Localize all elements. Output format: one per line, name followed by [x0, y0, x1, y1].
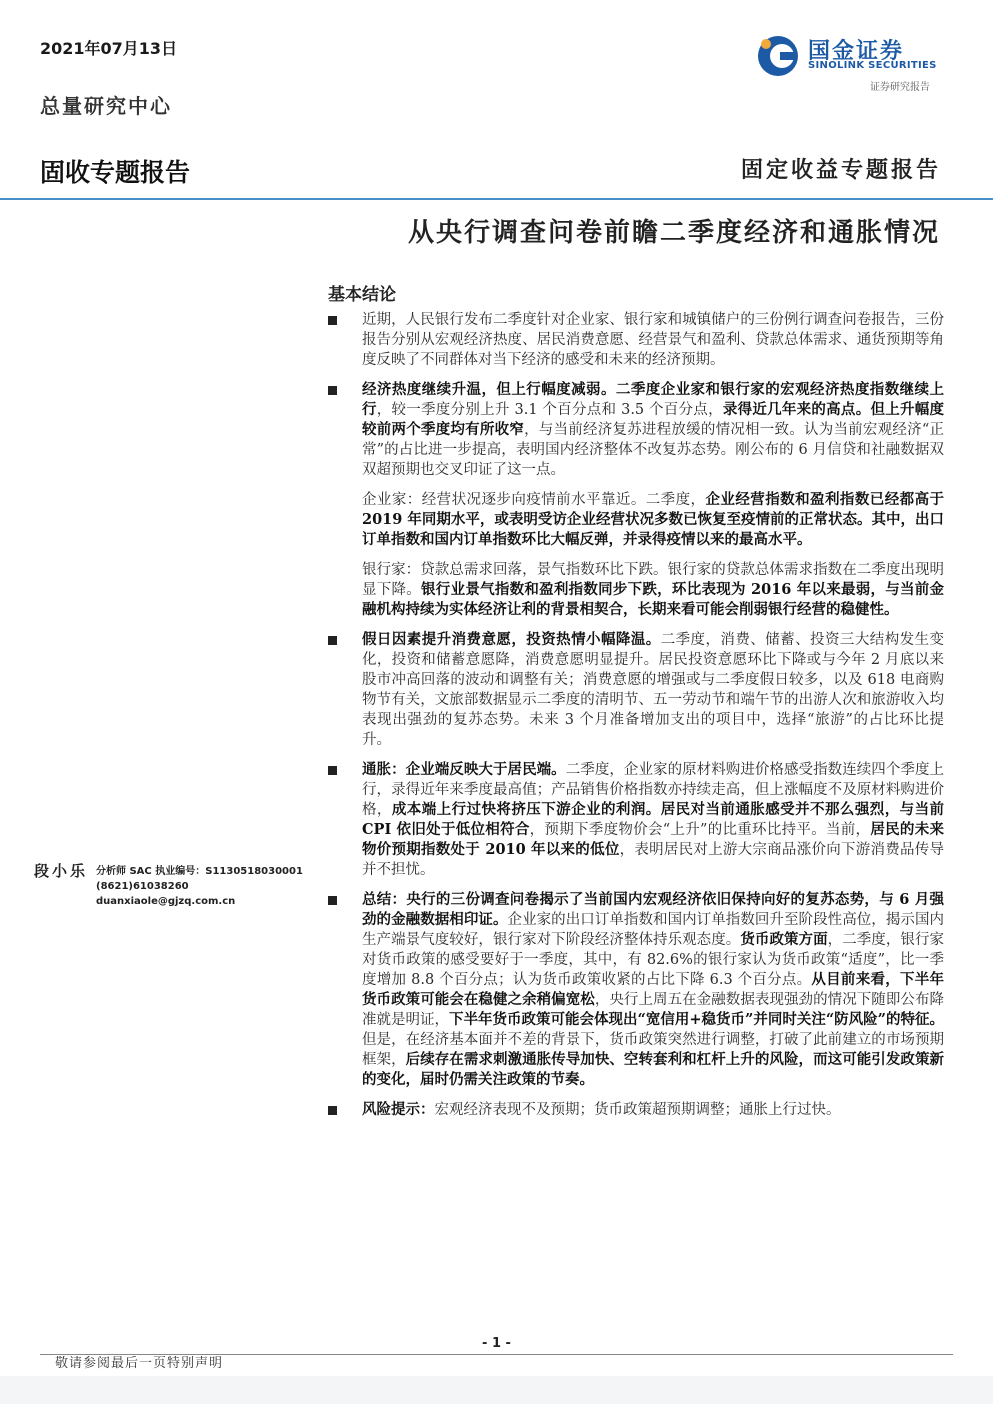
- report-date: 2021年07月13日: [40, 39, 178, 58]
- square-bullet-icon: [328, 896, 337, 905]
- text-span: 二季度，企业家的原材料购进价格感受指数连续四个季度上行，录得近年来季度最高值；产品销售价格指数亦持续走高，但上涨幅度不及原材料购进价格，: [362, 762, 944, 818]
- bold-text: 后续存在需求刺激通胀传导加快、空转套利和杠杆上升的风险，而这可能引发政策新的变化，届时仍需关注政策的节奏。: [362, 1051, 944, 1088]
- text-span: 二季度，消费、储蓄、投资三大结构发生变化，投资和储蓄意愿降，消费意愿明显提升。居民投资意愿环比下降或与今年 2 月底以来股市冲高回落的波动和调整有关；消费意愿的增强或与二季度假日较多，以及 618 电商购物节有关，文旅部数据显示二季度的清明节、五一劳动节和端午节的出游人次和旅游收入均表现出强劲的复苏态势。未来 3 个月准备增加支出的项目中，选择“旅游”的占比环比提升。: [362, 632, 945, 748]
- text-span: 企业家：经营状况逐步向疫情前水平靠近。二季度，: [362, 492, 706, 508]
- research-center-name: 总量研究中心: [40, 94, 172, 118]
- text-span: 但是，在经济基本面并不差的背景下，货币政策突然进行调整，打破了此前建立的市场预期框架，: [362, 1032, 944, 1068]
- paragraph-text: [362, 760, 944, 880]
- bullet-item: [328, 1100, 944, 1120]
- square-bullet-icon: [328, 386, 337, 395]
- bullet-item: [328, 890, 944, 1090]
- analyst-phone: (8621)61038260: [96, 881, 189, 892]
- logo-chinese-name: 国金证券: [808, 39, 905, 64]
- bold-text: 总结：央行的三份调查问卷揭示了当前国内宏观经济依旧保持向好的复苏态势，与 6 月强劲的金融数据相印证。: [362, 891, 944, 928]
- text-span: ，与当前经济复苏进程放缓的情况相一致。认为当前宏观经济“正常”的占比进一步提高，表明国内经济整体不改复苏态势。刚公布的 6 月信贷和社融数据双双超预期也交叉印证了这一点。: [362, 422, 944, 478]
- footer-band: [0, 1376, 993, 1404]
- analyst-sac-id: 分析师 SAC 执业编号：S1130518030001: [96, 866, 303, 877]
- paragraph-text: [362, 890, 944, 1090]
- text-span: 宏观经济表现不及预期；货币政策超预期调整；通胀上行过快。: [434, 1102, 841, 1118]
- bold-text: 货币政策方面: [740, 931, 828, 948]
- square-bullet-icon: [328, 636, 337, 645]
- text-span: 银行家：贷款总需求回落，景气指数环比下跌。银行家的贷款总体需求指数在二季度出现明显下降。: [362, 562, 944, 598]
- bullet-item: [328, 380, 944, 480]
- text-span: ，预期下季度物价会“上升”的比重环比持平。当前，: [529, 822, 871, 838]
- text-span: 企业家的出口订单指数和国内订单指数回升至阶段性高位，揭示国内生产端景气度较好，银行家对下阶段经济整体持乐观态度。: [362, 912, 945, 948]
- paragraph-text: [362, 380, 944, 480]
- bold-text: 经济热度继续升温，但上行幅度减弱。二季度企业家和银行家的宏观经济热度指数继续上行: [362, 381, 944, 418]
- header-divider: [0, 198, 993, 200]
- square-bullet-icon: [328, 1106, 337, 1115]
- page-number: - 1 -: [482, 1336, 511, 1351]
- square-bullet-icon: [328, 316, 337, 325]
- bold-text: 假日因素提升消费意愿，投资热情小幅降温。: [362, 631, 661, 648]
- analyst-name: 段小乐: [34, 862, 89, 880]
- bold-text: 下半年货币政策可能会体现出“宽信用+稳货币”并同时关注“防风险”的特征。: [449, 1011, 945, 1028]
- analyst-email[interactable]: duanxiaole@gjzq.com.cn: [96, 896, 236, 907]
- bold-text: 录得近几年来的高点。但上升幅度较前两个季度均有所收窄: [362, 401, 945, 438]
- text-span: ，较一季度分别上升 3.1 个百分点和 3.5 个百分点，: [376, 402, 723, 418]
- sinolink-logo-icon: [756, 32, 804, 80]
- conclusions-list: [328, 310, 944, 1130]
- bold-text: 银行业景气指数和盈利指数同步下跌，环比表现为 2016 年以来最弱，与当前金融机构持续为实体经济让利的背景相契合，长期来看可能会削弱银行经营的稳健性。: [362, 581, 945, 618]
- bold-text: 成本端上行过快将挤压下游企业的利润。居民对当前通胀感受并不那么强烈，与当前 CPI 依旧处于低位相符合: [362, 801, 945, 838]
- paragraph-text: [362, 630, 944, 750]
- bold-text: 居民的未来物价预期指数处于 2010 年以来的低位: [362, 821, 944, 858]
- analyst-info: [96, 864, 303, 909]
- section-title: 基本结论: [328, 285, 396, 305]
- paragraph-text: [362, 310, 944, 370]
- report-type: 固收专题报告: [40, 158, 191, 187]
- disclaimer-note: 敬请参阅最后一页特别声明: [55, 1356, 224, 1371]
- square-bullet-icon: [328, 766, 337, 775]
- paragraph-text: [362, 490, 944, 550]
- bold-text: 通胀：企业端反映大于居民端。: [362, 761, 566, 778]
- logo-english-name: SINOLINK SECURITIES: [808, 60, 937, 71]
- text-span: ，二季度，银行家对货币政策的感受要好于一季度，其中，有 82.6%的银行家认为货币政策“适度”，比一季度增加 8.8 个百分点；认为货币政策收紧的占比下降 6.3 个百分点。: [362, 932, 945, 988]
- sub-paragraph: [328, 490, 944, 550]
- paragraph-text: [362, 1100, 944, 1120]
- bullet-item: [328, 760, 944, 880]
- bullet-item: [328, 310, 944, 370]
- paragraph-text: [362, 560, 944, 620]
- bold-text: 企业经营指数和盈利指数已经都高于 2019 年同期水平，或表明受访企业经营状况多数已恢复至疫情前的正常状态。其中，出口订单指数和国内订单指数环比大幅反弹，并录得疫情以来的最高水平。: [362, 491, 945, 548]
- sub-paragraph: [328, 560, 944, 620]
- analyst-block: [34, 860, 314, 907]
- text-span: ，表明居民对上游大宗商品涨价向下游消费品传导并不担忧。: [362, 842, 945, 878]
- logo-subtitle: 证券研究报告: [870, 82, 930, 93]
- bold-text: 从目前来看，下半年货币政策可能会在稳健之余稍偏宽松: [362, 971, 944, 1008]
- report-title: 从央行调查问卷前瞻二季度经济和通胀情况: [407, 218, 940, 248]
- text-span: 近期，人民银行发布二季度针对企业家、银行家和城镇储户的三份例行调查问卷报告，三份报告分别从宏观经济热度、居民消费意愿、经营景气和盈利、贷款总体需求、通货预期等角度反映了不同群体对当下经济的感受和未来的经济预期。: [362, 312, 944, 368]
- bullet-item: [328, 630, 944, 750]
- bold-text: 风险提示：: [362, 1101, 435, 1118]
- report-type-right: 固定收益专题报告: [740, 157, 941, 183]
- text-span: ，央行上周五在金融数据表现强劲的情况下随即公布降准就是明证，: [362, 992, 945, 1028]
